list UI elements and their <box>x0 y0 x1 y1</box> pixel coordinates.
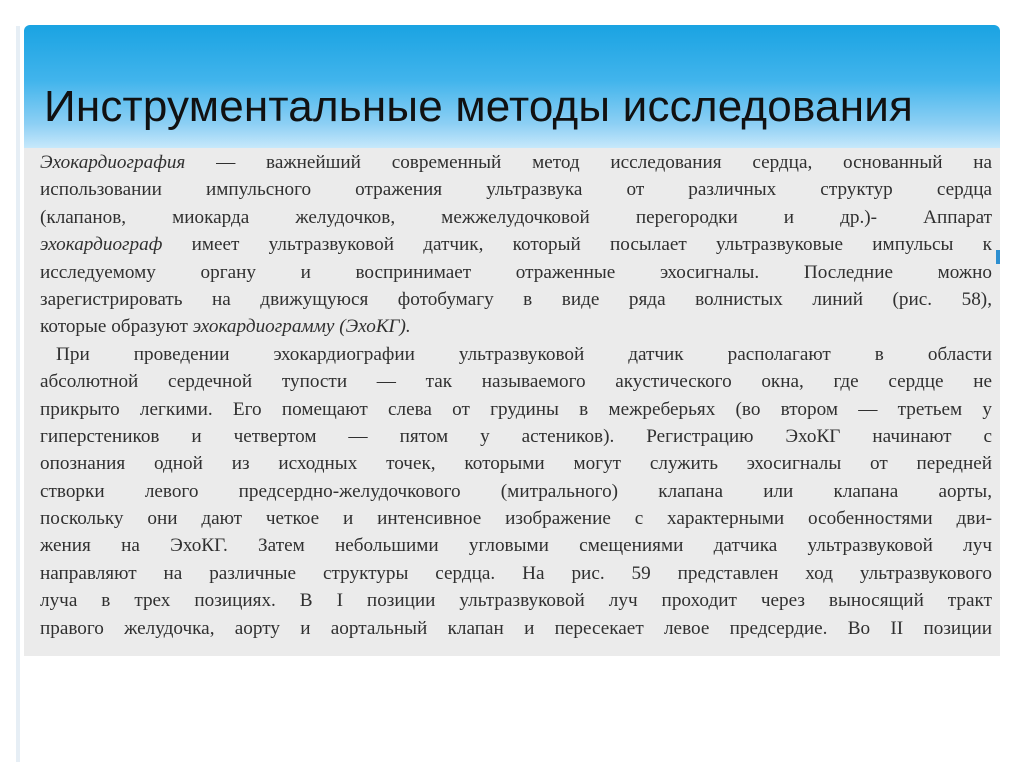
text-line <box>40 450 992 477</box>
text-line <box>40 615 992 642</box>
text-line <box>40 259 992 286</box>
italic-term: Эхокардиография <box>40 152 186 173</box>
text-line <box>40 532 992 559</box>
text-segment: створки левого предсердно-желудочкового (митрального) клапана или клапана аорты, <box>40 480 992 502</box>
text-segment: использовании импульсного отражения ультразвука от различных структур сердца <box>40 179 992 201</box>
italic-term: эхокардиограмму (ЭхоКГ). <box>192 316 411 338</box>
text-line <box>40 313 992 340</box>
italic-term: эхокардиограф <box>40 234 163 256</box>
text-segment: При проведении эхокардиографии ультразвуковой датчик располагают в области <box>56 343 992 365</box>
text-line <box>40 341 992 368</box>
text-line <box>40 286 992 313</box>
text-line <box>40 423 992 450</box>
text-segment: луча в трех позициях. В I позиции ультразвуковой луч проходит через выносящий тракт <box>40 590 992 612</box>
text-segment: жения на ЭхоКГ. Затем небольшими угловыми смещениями датчика ультразвуковой луч <box>40 535 992 557</box>
text-segment: имеет ультразвуковой датчик, который посылает ультразвуковые импульсы к <box>162 234 992 256</box>
paragraph <box>40 341 992 642</box>
text-segment: прикрыто легкими. Его помещают слева от грудины в межреберьях (во втором — третьем у <box>40 398 992 420</box>
text-segment: (клапанов, миокарда желудочков, межжелудочковой перегородки и др.)- Аппарат <box>40 206 992 228</box>
text-line <box>40 478 992 505</box>
text-line <box>40 149 992 176</box>
text-segment: которые образуют <box>40 316 193 338</box>
text-line <box>40 587 992 614</box>
text-segment: абсолютной сердечной тупости — так называемого акустического окна, где сердце не <box>40 371 992 393</box>
slide-title: Инструментальные методы исследования <box>44 82 914 131</box>
text-segment: поскольку они дают четкое и интенсивное изображение с характерными особенностями дви- <box>40 508 992 530</box>
text-segment: зарегистрировать на движущуюся фотобумагу в виде ряда волнистых линий (рис. 58), <box>40 288 992 310</box>
text-line <box>40 505 992 532</box>
scanned-text-block <box>40 149 992 642</box>
text-segment: направляют на различные структуры сердца. На рис. 59 представлен ход ультразвукового <box>40 562 992 584</box>
paragraph <box>40 149 992 341</box>
edge-marker <box>996 250 1000 264</box>
text-segment: опознания одной из исходных точек, которыми могут служить эхосигналы от передней <box>40 453 992 475</box>
text-line <box>40 176 992 203</box>
text-segment: правого желудочка, аорту и аортальный клапан и пересекает левое предсердие. Во II позиции <box>40 617 992 639</box>
text-segment: гиперстеников и четвертом — пятом у астеников). Регистрацию ЭхоКГ начинают с <box>40 425 992 447</box>
text-segment: исследуемому органу и воспринимает отраженные эхосигналы. Последние можно <box>40 261 992 283</box>
text-line <box>40 231 992 258</box>
text-line <box>40 396 992 423</box>
text-segment: — важнейший современный метод исследования сердца, основанный на <box>185 152 992 173</box>
text-line <box>40 560 992 587</box>
text-line <box>40 204 992 231</box>
text-line <box>40 368 992 395</box>
slide-left-rule <box>16 26 20 762</box>
